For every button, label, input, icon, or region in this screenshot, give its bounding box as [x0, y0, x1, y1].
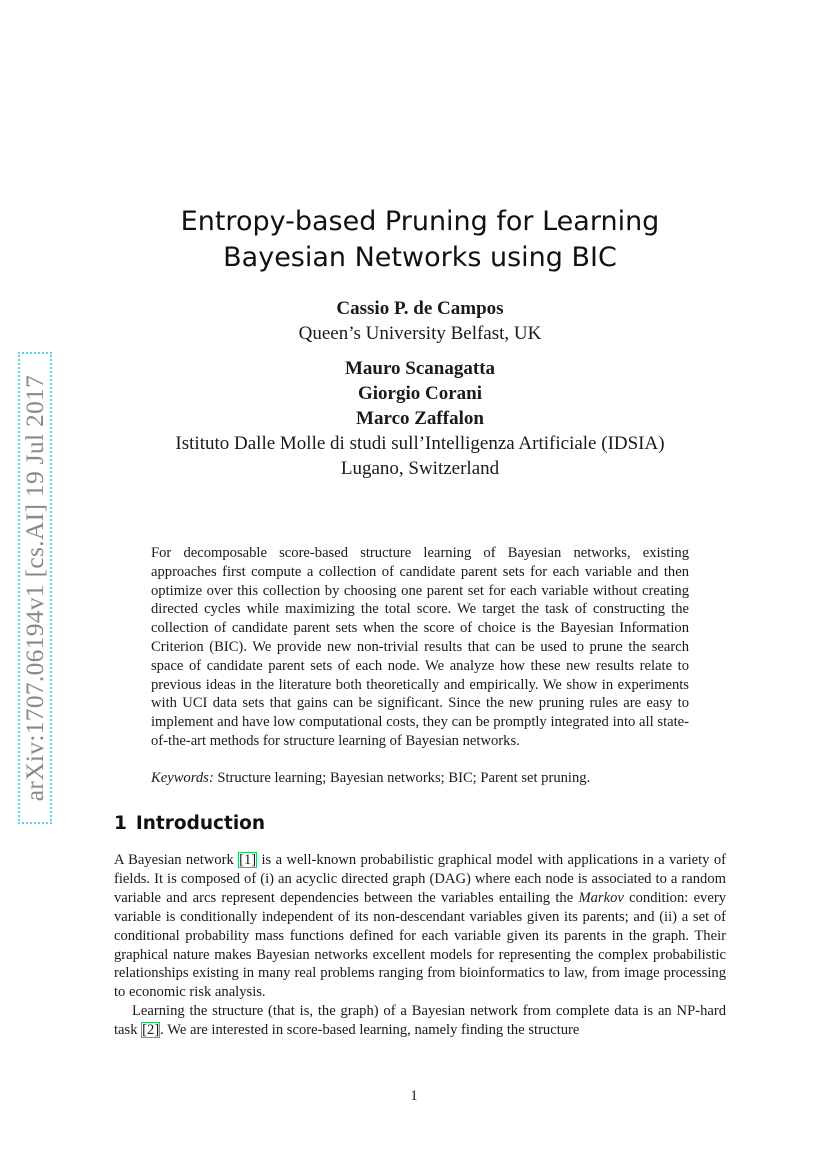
author-name: Marco Zaffalon — [356, 408, 484, 429]
intro-text: condition: every variable is conditionally independent of its non-descendant variables given its parents; and (ii) a set of conditional probability mass functions defined for each variable given its parents in the graph. Their graphical nature makes Bayesian networks excellent models for representing the complex probabilistic relationships existing in many real problems ranging from bioinformatics to law, from image processing to economic risk analysis. — [114, 889, 726, 1001]
arxiv-identifier: arXiv:1707.06194v1 [cs.AI] 19 Jul 2017 — [20, 374, 49, 802]
arxiv-stamp — [18, 352, 52, 824]
intro-paragraph-2 — [114, 1002, 726, 1040]
keywords-text: Structure learning; Bayesian networks; BIC; Parent set pruning. — [213, 770, 591, 786]
citation-link[interactable]: [2] — [142, 1021, 160, 1038]
title-line-1: Entropy-based Pruning for Learning — [180, 206, 660, 237]
section-number: 1 — [114, 813, 127, 834]
intro-text: is a well-known probabilistic graphical model with applications in a variety of fields. It is composed of (i) an acyclic directed graph (DAG) where each node is associated to a random variable and arcs represent dependencies between the variables entailing the — [114, 852, 726, 906]
section-title: Introduction — [135, 813, 266, 834]
intro-text: A Bayesian network — [114, 852, 239, 868]
intro-text: Learning the structure (that is, the graph) of a Bayesian network from complete data is an NP-hard task — [114, 1003, 726, 1038]
title-line-2: Bayesian Networks using BIC — [223, 242, 617, 273]
author-block-first — [100, 296, 740, 346]
author-affiliation-location: Lugano, Switzerland — [340, 458, 500, 479]
author-name: Mauro Scanagatta — [344, 358, 496, 379]
author-name: Cassio P. de Campos — [336, 298, 504, 319]
markov-term: Markov — [578, 889, 624, 906]
author-affiliation: Istituto Dalle Molle di studi sull’Intelligenza Artificiale (IDSIA) — [175, 433, 665, 454]
keywords-label: Keywords: — [151, 770, 214, 786]
author-name: Giorgio Corani — [357, 383, 483, 404]
author-block-idsia — [100, 356, 740, 481]
paper-title — [100, 204, 740, 276]
abstract: For decomposable score-based structure learning of Bayesian networks, existing approaches first compute a collection of candidate parent sets for each variable and then optimize over this collection by choosing one parent set for each variable without creating directed cycles while maximizing the total score. We target the task of constructing the collection of candidate parent sets when the score of choice is the Bayesian Information Criterion (BIC). We provide new non-trivial results that can be used to prune the search space of candidate parent sets of each node. We analyze how these new results relate to previous ideas in the literature both theoretically and empirically. We show in experiments with UCI data sets that gains can be significant. Since the new pruning rules are easy to implement and have low computational costs, they can be promptly integrated into all state-of-the-art methods for structure learning of Bayesian networks. — [151, 545, 689, 749]
author-affiliation: Queen’s University Belfast, UK — [298, 323, 542, 344]
keywords — [151, 769, 689, 788]
intro-paragraph-1 — [114, 851, 726, 1002]
page-number: 1 — [410, 1088, 418, 1104]
citation-link[interactable]: [1] — [239, 852, 257, 868]
section-heading — [114, 813, 265, 834]
intro-text: . We are interested in score-based learning, namely finding the structure — [160, 1021, 580, 1038]
